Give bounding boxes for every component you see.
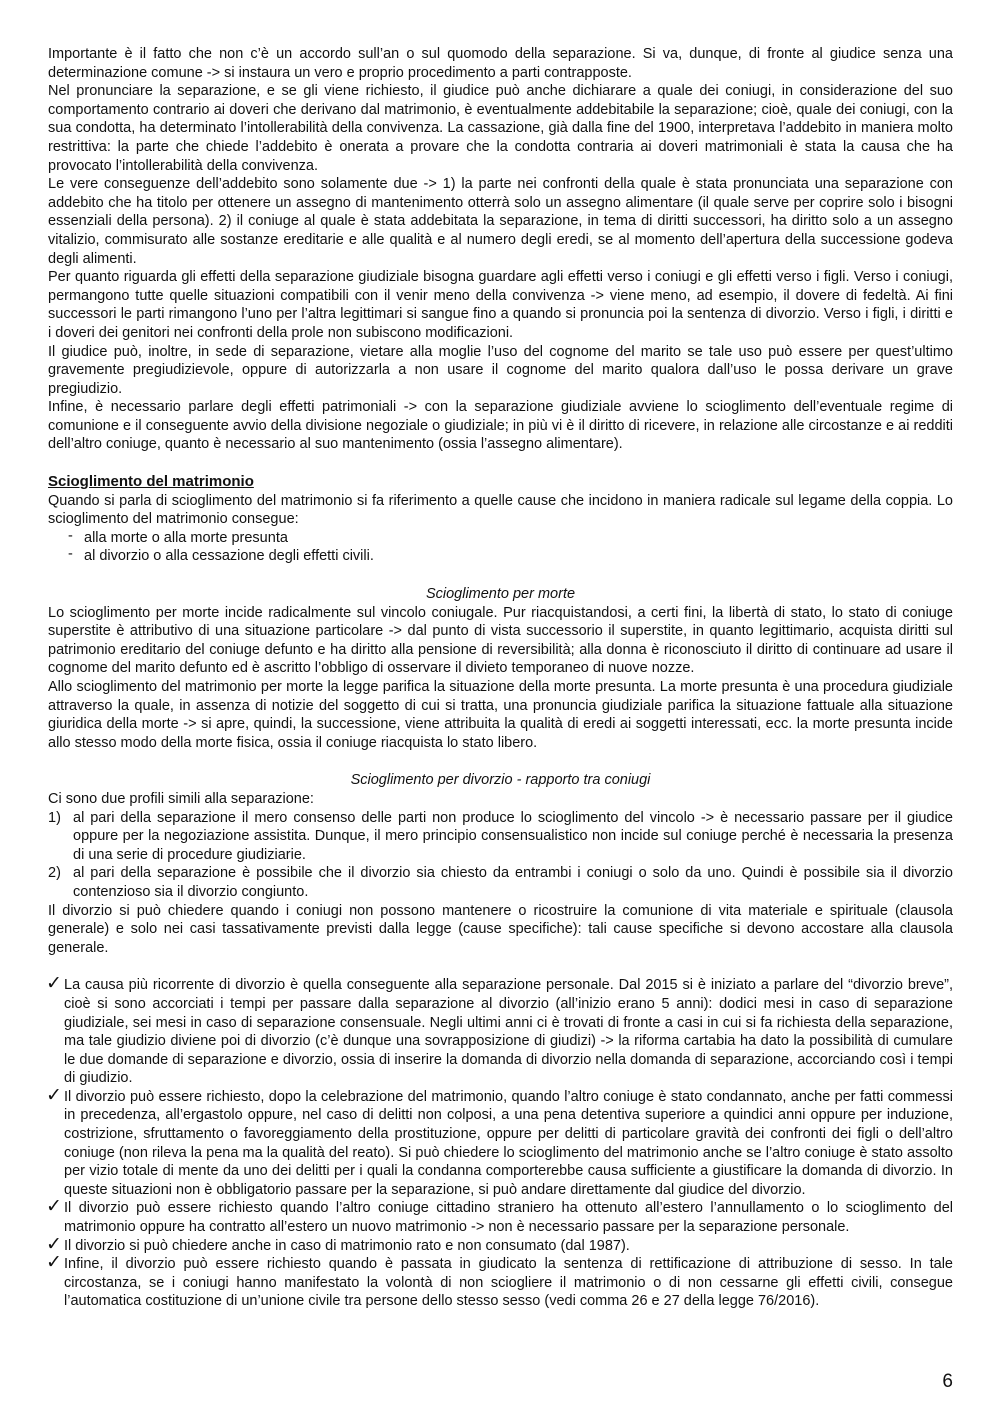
numbered-list [48,809,953,902]
list-number: 2) [48,865,61,882]
paragraph: Allo scioglimento del matrimonio per morte la legge parifica la situazione della morte presunta. La morte presunta è una procedura giudiziale attraverso la quale, in assenza di notizie del soggetto di cui si tratta, una pronuncia giudiziale parifica la situazione fattuale alla situazione giuridica della morte -> si apre, quindi, la successione, viene attribuita la qualità di eredi ai soggetti interessati, ecc. la morte presunta incide allo stesso modo della morte fisica, ossia il coniuge riacquista lo stato libero. [48,679,953,751]
list-item: - alla morte o alla morte presunta [48,529,953,548]
paragraph: Infine, è necessario parlare degli effetti patrimoniali -> con la separazione giudiziale avviene lo scioglimento dell’eventuale regime di comunione e il conseguente avvio della divisione negoziale o giudiziale; in più vi è il diritto di ricevere, in relazione alle circostanze e ai redditi dell’altro coniuge, quanto è necessario al suo mantenimento (ossia l’assegno alimentare). [48,399,953,453]
checkmark-icon: ✓ [46,1084,62,1106]
paragraph: Per quanto riguarda gli effetti della separazione giudiziale bisogna guardare agli effetti verso i coniugi e gli effetti verso i figli. Verso i coniugi, permangono tutte quelle situazioni compatibili con il venir meno della convivenza -> viene meno, ad esempio, il dovere di fedeltà. Ai fini successori le parti rimangono l’uno per l’altra legittimari si sangue fino a quando si pronuncia poi la sentenza di divorzio. Verso i figli, i diritti e i doveri dei genitori nei confronti della prole non subiscono modificazioni. [48,269,953,341]
paragraph: Importante è il fatto che non c’è un accordo sull’an o sul quomodo della separazione. Si va, dunque, di fronte al giudice senza una determinazione comune -> si instaura un vero e proprio procedimento a parti contrapposte. [48,46,953,81]
list-item-text: Infine, il divorzio può essere richiesto quando è passata in giudicato la sentenza di rettificazione di attribuzione di sesso. In tale circostanza, se i coniugi hanno manifestato la volontà di non sciogliere il matrimonio o di non cessarne gli effetti civili, consegue l’automatica costituzione di un’unione civile tra persone dello stesso sesso (vedi comma 26 e 27 della legge 76/2016). [64,1256,953,1310]
checkmark-icon: ✓ [46,973,62,995]
list-item-text: al pari della separazione il mero consenso delle parti non produce lo scioglimento del vincolo -> è necessario passare per il giudice oppure per la negoziazione assistita. Dunque, il mero principio consensualistico non incide sul coniuge perché è necessaria la presenza di una serie di procedure giudiziarie. [73,809,953,863]
paragraph: Il divorzio si può chiedere quando i coniugi non possono mantenere o ricostruire la comunione di vita materiale e spirituale (clausola generale) e solo nei casi tassativamente previsti dalla legge (cause specifiche): tali cause specifiche si devono accostare alla clausola generale. [48,902,953,956]
checkmark-list [46,973,953,1311]
paragraph: Il giudice può, inoltre, in sede di separazione, vietare alla moglie l’uso del cognome del marito se tale uso può essere per quest’ultimo gravemente pregiudizievole, oppure di autorizzarla a non usare il cognome del marito qualora dall’uso le possa derivare un grave pregiudizio. [48,343,953,397]
list-item [46,1252,953,1311]
list-number: 1) [48,809,61,826]
checkmark-icon: ✓ [46,1196,62,1218]
list-item-text: Il divorzio si può chiedere anche in caso di matrimonio rato e non consumato (dal 1987). [64,1237,630,1254]
list-item: - al divorzio o alla cessazione degli effetti civili. [48,547,953,566]
list-item [46,1233,953,1256]
list-item-text: Il divorzio può essere richiesto, dopo la celebrazione del matrimonio, quando l’altro coniuge è stato condannato, anche per fatti commessi in precedenza, all’ergastolo oppure, nel caso di delitti non colposi, a una pena detentiva superiore a quindici anni oppure per induzione, costrizione, sfruttamento o favoreggiamento della prostituzione, oppure per delitti di particolare gravità dei confronti dei figli o dell’altro coniuge (non rileva la pena ma la qualità del reato). Si può chiedere lo scioglimento del matrimonio anche se l’altro coniuge è stato assolto per vizio totale di mente da uno dei delitti per i quali la condanna comporterebbe causa sufficiente a giustificare la domanda di divorzio. In queste situazioni non è obbligatorio passare per la separazione, si può andare direttamente dal giudice del divorzio. [64,1088,953,1198]
paragraph: Quando si parla di scioglimento del matrimonio si fa riferimento a quelle cause che incidono in maniera radicale sul legame della coppia. Lo scioglimento del matrimonio consegue: [48,492,953,528]
list-item [46,1084,953,1200]
document-page [48,45,953,1311]
list-item [48,809,953,865]
list-item-text: Il divorzio può essere richiesto quando l’altro coniuge cittadino straniero ha ottenuto all’estero l’annullamento o lo scioglimento del matrimonio oppure ha contratto all’estero un nuovo matrimonio -> non è necessario passare per la separazione personale. [64,1200,953,1236]
subsection-heading: Scioglimento per divorzio - rapporto tra coniugi [350,772,651,789]
list-item-text: al pari della separazione è possibile che il divorzio sia chiesto da entrambi i coniugi o solo da uno. Quindi è possibile sia il divorzio contenzioso sia il divorzio congiunto. [73,865,953,900]
list-item [46,973,953,1088]
page-number: 6 [942,1371,953,1392]
paragraph: Ci sono due profili simili alla separazione: [48,790,314,807]
list-item [48,864,953,901]
subsection-heading: Scioglimento per morte [425,586,576,603]
list-item [46,1196,953,1236]
section-heading: Scioglimento del matrimonio [48,473,254,491]
checkmark-icon: ✓ [46,1252,62,1274]
paragraph: Nel pronunciare la separazione, e se gli viene richiesto, il giudice può anche dichiarare a quale dei coniugi, in considerazione del suo comportamento contrario ai doveri che derivano dal matrimonio, è eventualmente addebitabile la separazione; cioè, quale dei coniugi, con la sua condotta, ha determinato l’intollerabilità della convivenza. La cassazione, già dalla fine del 1900, interpretava l’addebito in maniera molto restrittiva: la parte che chiede l’addebito è onerata a provare che la condotta contraria ai doveri matrimoniali è stata la causa che ha provocato l’intollerabilità della convivenza. [48,83,953,174]
checkmark-icon: ✓ [46,1233,62,1255]
dash-list [48,529,953,566]
paragraph: Lo scioglimento per morte incide radicalmente sul vincolo coniugale. Pur riacquistandosi, a certi fini, la libertà di stato, lo stato di coniuge superstite è attributivo di una situazione particolare -> dal punto di vista successorio il superstite, in quanto legittimario, acquista diritti sul patrimonio ereditario del coniuge defunto e ha diritto alla pensione di reversibilità; alla donna è riconosciuto il diritto di continuare ad usare il cognome del marito defunto ed è ascritto l’obbligo di osservare il divieto temporaneo di nuove nozze. [48,604,953,677]
paragraph: Le vere conseguenze dell’addebito sono solamente due -> 1) la parte nei confronti della quale è stata pronunciata una separazione con addebito che ha titolo per ottenere un assegno di mantenimento otterrà solo un assegno alimentare (il quale serve per coprire solo i bisogni essenziali della persona). 2) il coniuge al quale è stata addebitata la separazione, in tema di diritti successori, ha diritto solo a un assegno vitalizio, commisurato alle sostanze ereditarie e alle qualità e al numero degli eredi, se al momento dell’apertura della successione godeva degli alimenti. [48,176,953,267]
list-item-text: La causa più ricorrente di divorzio è quella conseguente alla separazione personale. Dal 2015 si è iniziato a parlare del “divorzio breve”, cioè si sono accorciati i tempi per passare dalla separazione al divorzio (all’inizio erano 5 anni): dodici mesi in caso di separazione giudiziale, sei mesi in caso di separazione consensuale. Negli ultimi anni ci è trovati di fronte a casi in cui si fa richiesta della separazione, ma tale giudizio diviene poi di divorzio (c’è dunque una sovrapposizione di giudizi) -> la riforma cartabia ha dato la possibilità di cumulare le due domande di separazione e divorzio, ossia di inserire la domanda di divorzio nella domanda di separazione, accorciando così i tempi di giudizio. [64,977,953,1087]
